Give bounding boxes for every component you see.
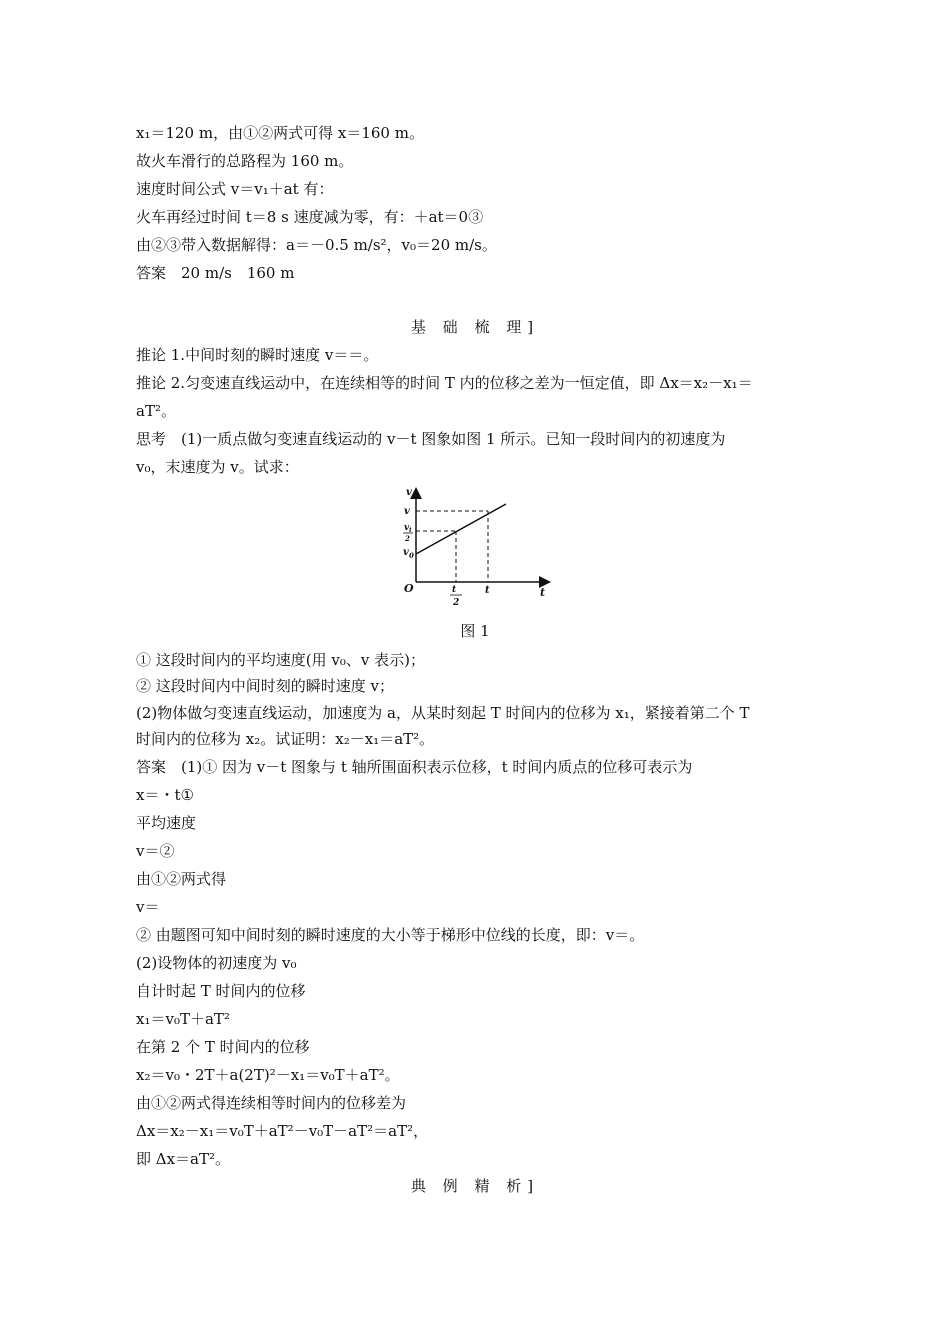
v-half-label-den: 2 — [405, 534, 410, 543]
text-line: 由①②两式得连续相等时间内的位移差为 — [136, 1094, 407, 1112]
think-question: 思考 (1)一质点做匀变速直线运动的 v－t 图象如图 1 所示。已知一段时间内的初速度为 — [136, 430, 726, 448]
t-tick-label: t — [485, 585, 490, 596]
v-tick-label: v — [404, 506, 410, 517]
v0-label: v — [403, 547, 409, 558]
text-line: 由②③带入数据解得：a＝－0.5 m/s²，v₀＝20 m/s。 — [136, 236, 497, 254]
answer-line: 答案 (1)① 因为 v－t 图象与 t 轴所围面积表示位移，t 时间内质点的位移可表示为 — [136, 758, 693, 776]
text-line: 平均速度 — [136, 814, 197, 832]
v-half-label-sub: t — [409, 527, 412, 534]
text-line: 在第 2 个 T 时间内的位移 — [136, 1038, 310, 1056]
corollary-2-cont: aT²。 — [136, 402, 176, 420]
text-line: ① 这段时间内的平均速度(用 v₀、v 表示)； — [136, 651, 425, 669]
v0-label-sub: 0 — [409, 551, 414, 560]
answer-line: 答案 20 m/s 160 m — [136, 264, 295, 282]
text-line: x₂＝v₀・2T＋a(2T)²－x₁＝v₀T＋aT²。 — [136, 1066, 400, 1084]
t-half-num: t — [452, 585, 457, 595]
v-half-label-num: v — [404, 523, 410, 533]
origin-label: O — [404, 582, 414, 595]
corollary-2: 推论 2.匀变速直线运动中，在连续相等的时间 T 内的位移之差为一恒定值，即 Δx＝x₂－x₁＝ — [136, 374, 753, 392]
section-heading-basics: 基 础 梳 理] — [410, 318, 540, 336]
y-axis-label: v — [406, 487, 412, 498]
text-line: ② 由题图可知中间时刻的瞬时速度的大小等于梯形中位线的长度，即：v＝。 — [136, 926, 645, 944]
text-line: v＝ — [136, 898, 160, 916]
text-line: 即 Δx＝aT²。 — [136, 1150, 231, 1168]
text-line: x₁＝120 m，由①②两式可得 x＝160 m。 — [136, 124, 424, 142]
t-half-den: 2 — [453, 598, 460, 608]
think-question-cont: v₀，末速度为 v。试求： — [136, 458, 299, 476]
text-line: ② 这段时间内中间时刻的瞬时速度 v； — [136, 677, 395, 695]
text-line: (2)设物体的初速度为 v₀ — [136, 954, 297, 972]
text-line: 速度时间公式 v＝v₁＋at 有： — [136, 180, 334, 198]
text-line: 由①②两式得 — [136, 870, 227, 888]
text-line: x₁＝v₀T＋aT² — [136, 1010, 230, 1028]
x-axis-label: t — [540, 586, 546, 599]
text-line: (2)物体做匀变速直线运动，加速度为 a，从某时刻起 T 时间内的位移为 x₁，紧接着第二个 T — [136, 704, 750, 722]
text-line: x＝・t① — [136, 786, 194, 804]
text-line: 故火车滑行的总路程为 160 m。 — [136, 152, 354, 170]
text-line: v＝② — [136, 842, 175, 860]
text-line: 火车再经过时间 t＝8 s 速度减为零，有：＋at＝0③ — [136, 208, 484, 226]
figure-caption: 图 1 — [460, 622, 490, 640]
text-line: Δx＝x₂－x₁＝v₀T＋aT²－v₀T－aT²＝aT²， — [136, 1122, 429, 1140]
v-t-graph — [396, 484, 556, 610]
text-line: 自计时起 T 时间内的位移 — [136, 982, 306, 1000]
section-heading-examples: 典 例 精 析] — [410, 1177, 540, 1195]
text-line: 时间内的位移为 x₂。试证明：x₂－x₁＝aT²。 — [136, 730, 435, 748]
corollary-1: 推论 1.中间时刻的瞬时速度 v＝＝。 — [136, 346, 379, 364]
